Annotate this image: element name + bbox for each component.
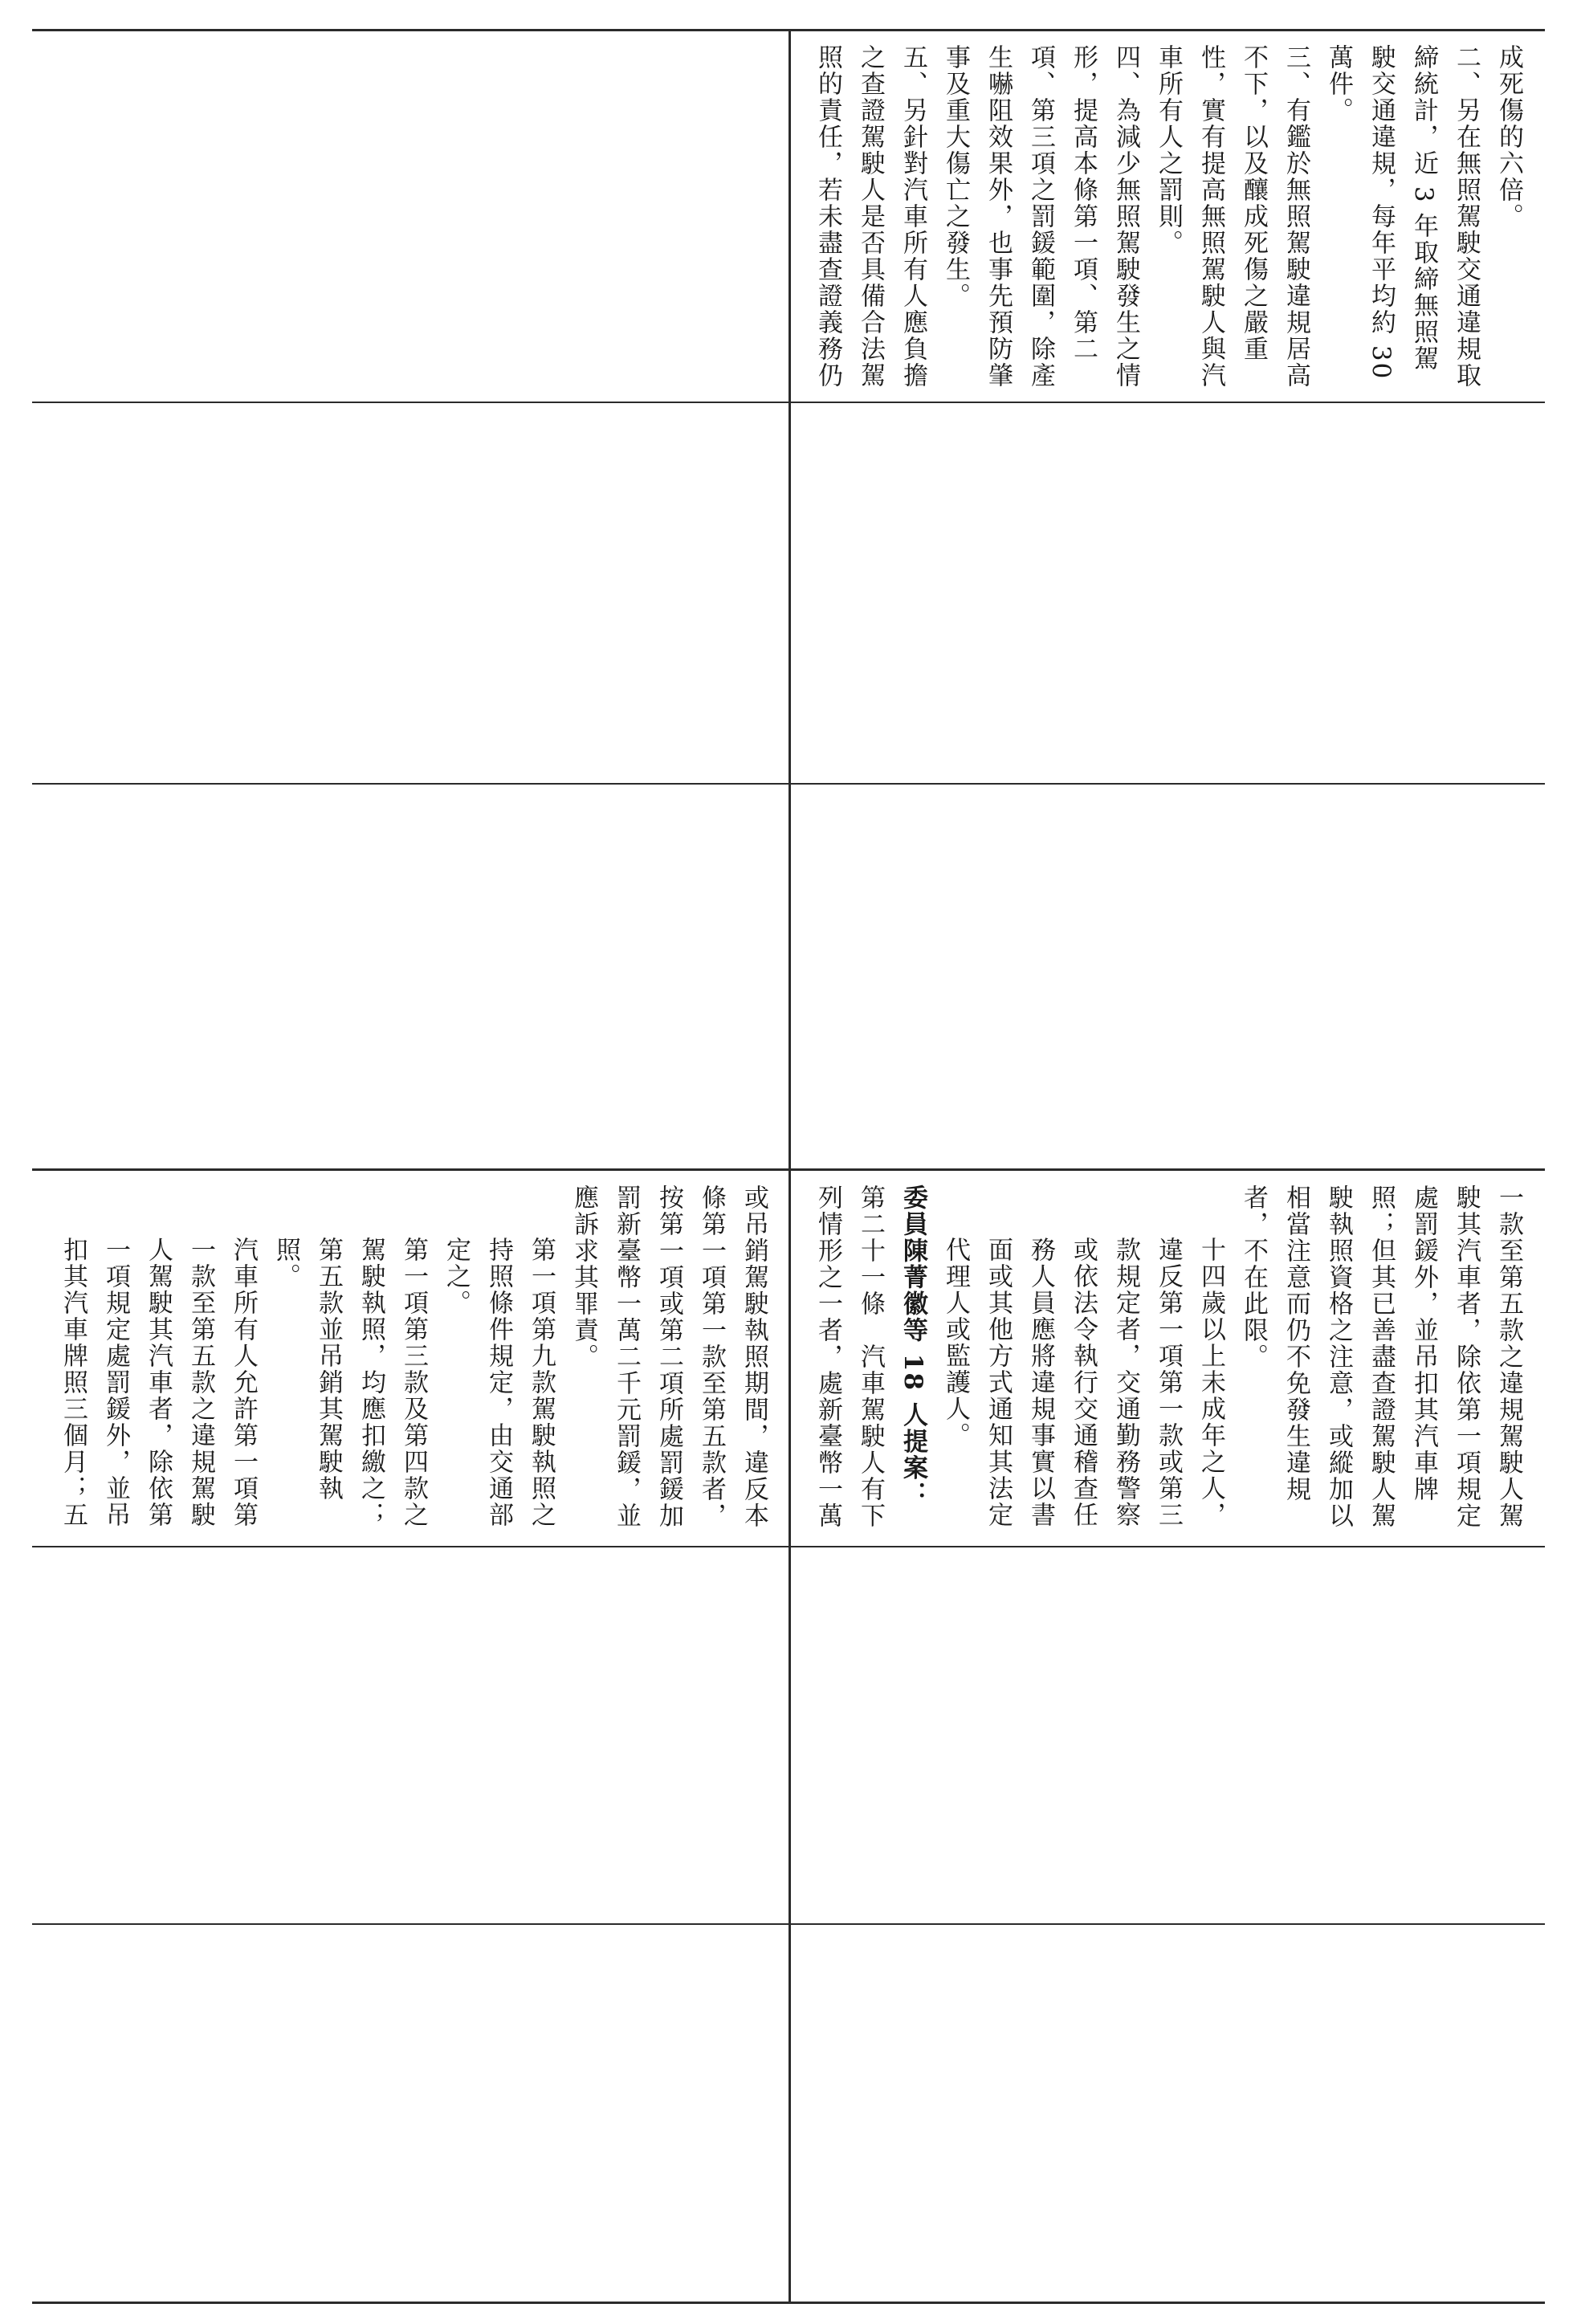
- proposal-heading: 委員陳菁徽等 18 人提案：: [899, 1184, 927, 1508]
- bottom-left-separator-2: [32, 1923, 788, 1925]
- top-left-separator: [32, 402, 788, 403]
- paragraph: 四、為減少無照駕駛發生之情形，提高本條第一項、第二項、第三項之罰鍰範圍，除產生嚇阻效果外，也事先預防肇事及重大傷亡之發生。: [941, 44, 1140, 389]
- top-right-text-block: [811, 44, 1530, 398]
- bottom-right-text-block: [811, 1184, 1530, 1542]
- bottom-left-separator: [32, 1546, 788, 1547]
- paragraph: 汽車所有人允許第一項第一款至第五款之違規駕駛人駕駛其汽車者，除依第一項規定處罰鍰外，並吊扣其汽車牌照三個月；五: [59, 1237, 258, 1529]
- top-right-separator: [791, 402, 1545, 403]
- paragraph: 成死傷的六倍。: [1494, 44, 1523, 230]
- top-right-separator-2: [791, 783, 1545, 785]
- paragraph: 三、有鑑於無照駕駛違規居高不下，以及釀成死傷之嚴重性，實有提高無照駕駛人與汽車所有人之罰則。: [1154, 44, 1310, 389]
- paragraph: 二、另在無照駕駛交通違規取締統計，近 3 年取締無照駕駛交通違規，每年平均約 30 萬件。: [1324, 44, 1481, 389]
- paragraph: 一款至第五款之違規駕駛人駕駛其汽車者，除依第一項規定處罰鍰外，並吊扣其汽車牌照；但其已善盡查證駕駛人駕駛執照資格之注意，或縱加以相當注意而仍不免發生違規者，不在此限。: [1239, 1184, 1523, 1529]
- paragraph: 或吊銷駕駛執照期間，違反本條第一項第一款至第五款者，按第一項或第二項所處罰鍰加罰新臺幣一萬二千元罰鍰，並應訴求其罪責。: [569, 1184, 768, 1529]
- bottom-column-divider: [788, 1171, 791, 2302]
- paragraph: 第一項第三款及第四款之駕駛執照，均應扣繳之；第五款並吊銷其駕駛執照。: [271, 1237, 428, 1529]
- bottom-right-separator-2: [791, 1923, 1545, 1925]
- paragraph: 第二十一條 汽車駕駛人有下列情形之一者，處新臺幣一萬: [813, 1184, 885, 1529]
- top-column-divider: [788, 31, 791, 1168]
- paragraph: 五、另針對汽車所有人應負擔之查證駕駛人是否具備合法駕照的責任，若未盡查證義務仍: [813, 44, 927, 389]
- bottom-right-separator: [791, 1546, 1545, 1547]
- paragraph: 第一項第九款駕駛執照之持照條件規定，由交通部定之。: [442, 1237, 556, 1529]
- top-left-separator-2: [32, 783, 788, 785]
- paragraph: 十四歲以上未成年之人，違反第一項第一款或第三款規定者，交通勤務警察或依法令執行交通稽查任務人員應將違規事實以書面或其他方式通知其法定代理人或監護人。: [941, 1237, 1225, 1529]
- bottom-left-text-block: [48, 1184, 775, 1542]
- bottom-border-rule: [32, 2302, 1545, 2304]
